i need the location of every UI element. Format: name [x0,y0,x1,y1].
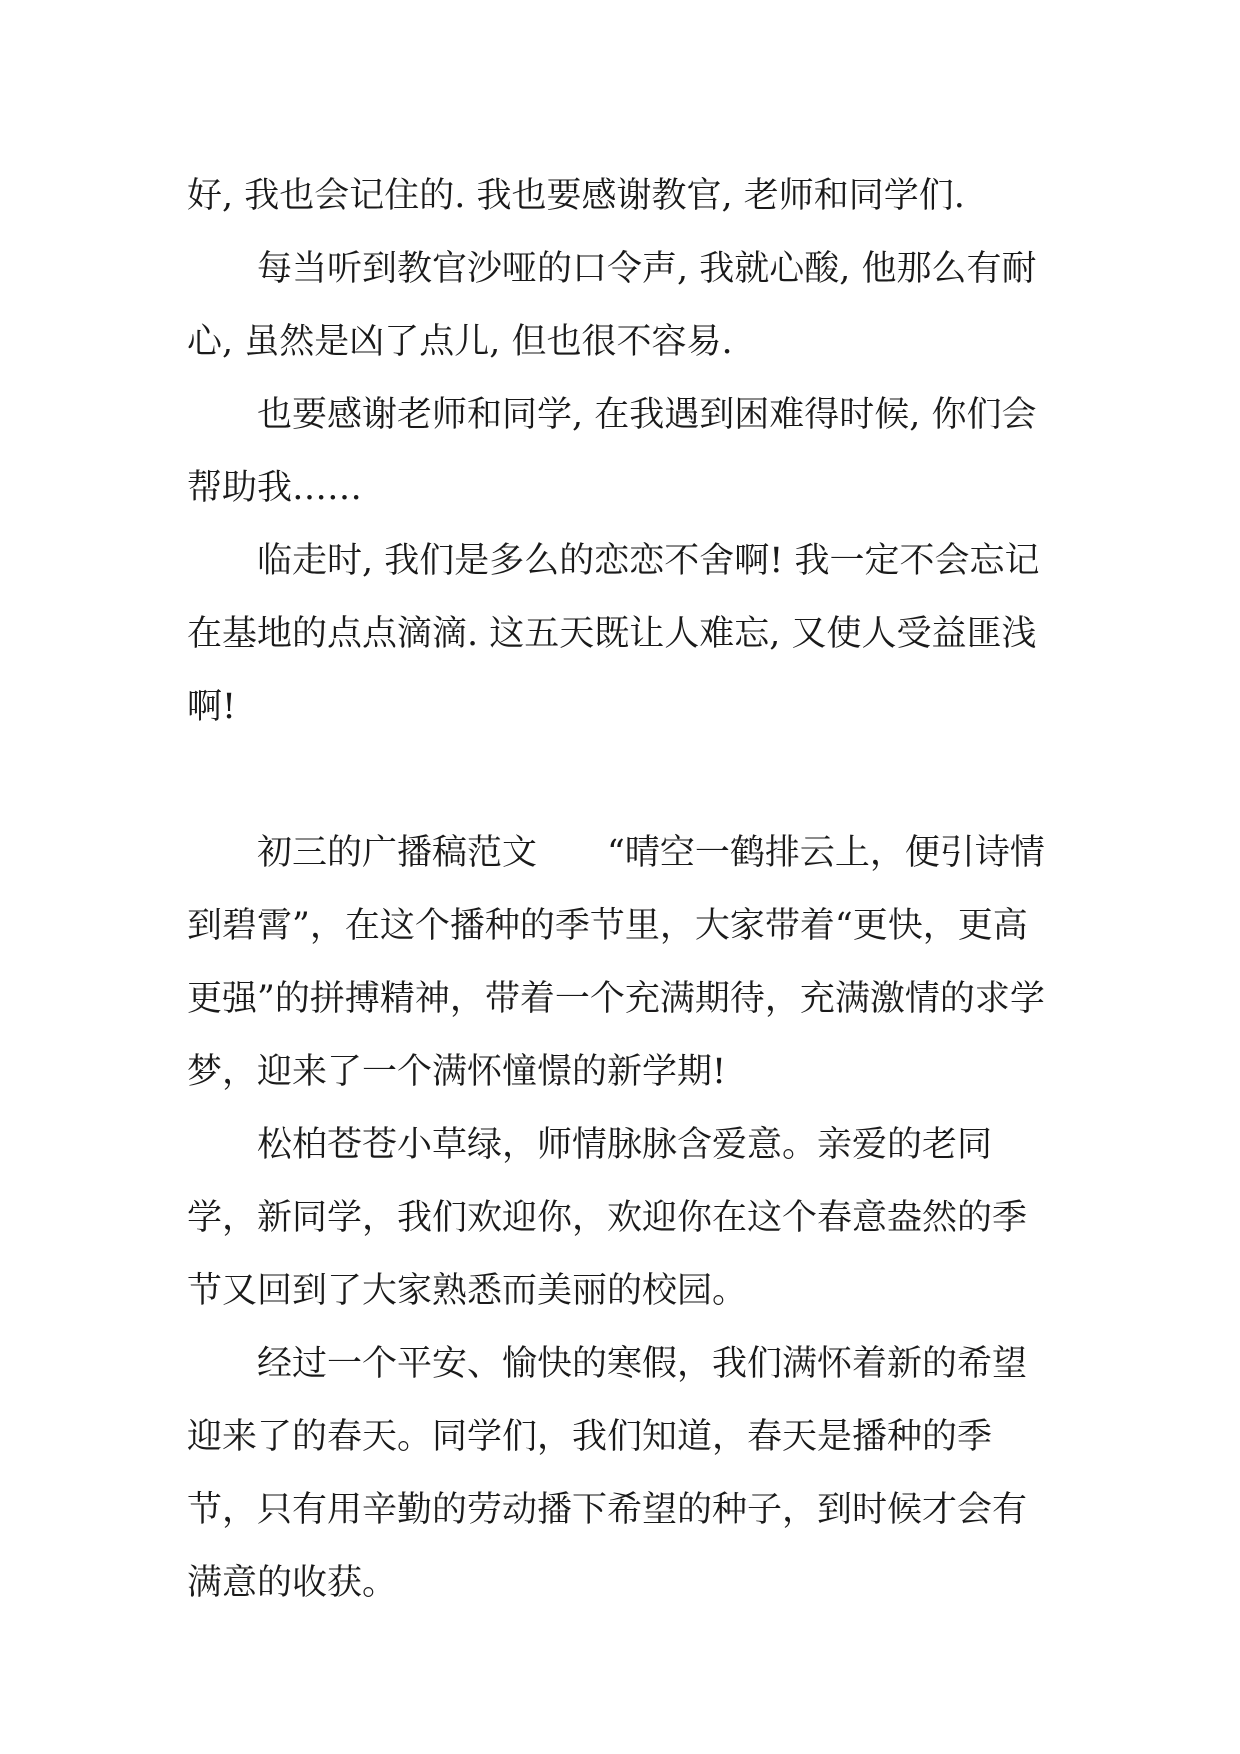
paragraph-instructor-thanks: 每当听到教官沙哑的口令声, 我就心酸, 他那么有耐心, 虽然是凶了点儿, 但也很不容易. [187,249,1037,362]
paragraph-farewell: 临走时, 我们是多么的恋恋不舍啊! 我一定不会忘记在基地的点点滴滴. 这五天既让人难忘, 又使人受益匪浅啊! [187,541,1040,727]
paragraph-welcome: 松柏苍苍小草绿，师情脉脉含爱意。亲爱的老同学，新同学，我们欢迎你，欢迎你在这个春意盎然的季节又回到了大家熟悉而美丽的校园。 [187,1125,1028,1311]
paragraph-teacher-thanks: 也要感谢老师和同学, 在我遇到困难得时候, 你们会帮助我…… [187,395,1037,508]
paragraph-spring: 经过一个平安、愉快的寒假，我们满怀着新的希望迎来了的春天。同学们，我们知道，春天是播种的季节，只有用辛勤的劳动播下希望的种子，到时候才会有满意的收获。 [187,1344,1028,1603]
paragraph-broadcast-intro: 初三的广播稿范文 “晴空一鹤排云上，便引诗情到碧霄”，在这个播种的季节里，大家带着“更快，更高更强”的拼搏精神，带着一个充满期待，充满激情的求学梦，迎来了一个满怀憧憬的新学期! [187,833,1045,1092]
document-body [187,160,1057,1620]
section-spacer [187,744,1057,817]
paragraph-continuation: 好, 我也会记住的. 我也要感谢教官, 老师和同学们. [187,176,965,216]
